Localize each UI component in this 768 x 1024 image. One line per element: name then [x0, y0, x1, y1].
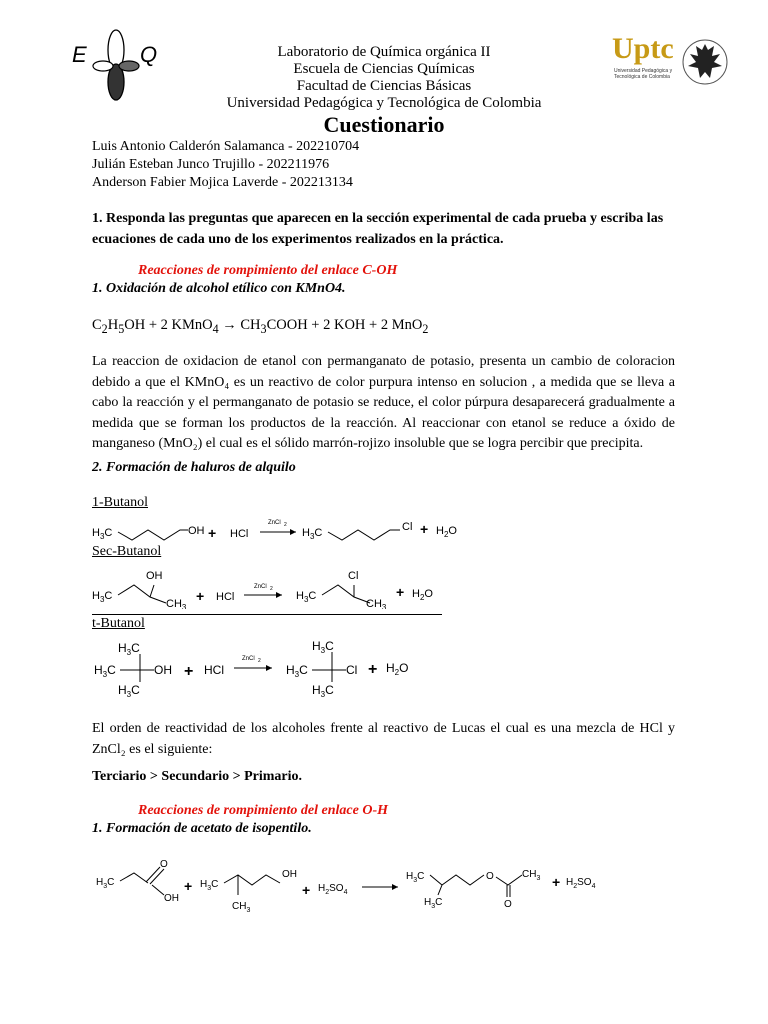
- svg-text:+: +: [302, 882, 311, 898]
- svg-text:CH3: $CH_3$: [232, 901, 251, 914]
- label-1-butanol: 1-Butanol: [92, 495, 148, 510]
- question-1: 1. Responda las preguntas que aparecen en la sección experimental de cada prueba y escriba las ecuaciones de cada uno de los experimentos realizados en la práctica.: [92, 211, 664, 247]
- svg-text:CH3: $CH_3$: [522, 869, 541, 882]
- reaction-sec-butanol: [90, 563, 450, 609]
- svg-text:H3C: $H_3C$: [406, 871, 425, 884]
- svg-text:H3C: $H_3C$: [302, 527, 323, 541]
- uptc-logo-text: Uptc: [612, 32, 674, 65]
- svg-text:H3C: $H_3C$: [94, 663, 116, 679]
- svg-text:O: O: [504, 899, 512, 910]
- uptc-logo-subtitle: Universidad Pedagógica y Tecnológica de Colombia: [614, 68, 673, 80]
- svg-text:+: +: [368, 661, 378, 678]
- svg-text:+: +: [196, 588, 205, 604]
- svg-text:H2SO4: $H_2SO_4$: [318, 883, 348, 896]
- svg-text:H3C: $H_3C$: [92, 527, 113, 541]
- svg-text:2: 2: [258, 658, 261, 664]
- author-list: [92, 138, 359, 192]
- reaction-t-butanol: [90, 636, 420, 698]
- oxidation-paragraph: La reaccion de oxidacion de etanol con permanganato de potasio, presenta un cambio de coloracion debido a que el KMnO₄ es un reactivo de color purpura intenso en solucion , a medida que se lleva a cabo la reacción y el permanganato de potasio se reduce, el color púrpura desaparecerá gradualmente a medida que se forman los productos de la reacción. Al reaccionar con etanol se reduce a óxido de manganeso (MnO₂) el cual es el sólido marrón-rojizo insoluble que se logra percibir que precipita.: [92, 354, 675, 451]
- oxidation-equation: $C_2H_5OH + 2$ KMnO$_4$ → $CH_3COOH + 2$ KOH + 2 MnO$_2$: [92, 317, 429, 336]
- subsection-alkyl-halides: 2. Formación de haluros de alquilo: [92, 460, 296, 475]
- svg-text:H3C: $H_3C$: [92, 590, 113, 604]
- svg-text:H2O: $H_2O$: [412, 588, 433, 602]
- section-title-o-h: Reacciones de rompimiento del enlace O-H: [138, 803, 389, 818]
- svg-text:Cl: Cl: [348, 570, 359, 582]
- svg-text:+: +: [396, 584, 405, 600]
- header-line-4: Universidad Pedagógica y Tecnológica de Colombia: [226, 95, 542, 111]
- svg-text:H3C: $H_3C$: [118, 683, 140, 698]
- page-title: Cuestionario: [323, 112, 445, 137]
- svg-text:H2SO4: $H_2SO_4$: [566, 877, 596, 890]
- author-3: Anderson Fabier Mojica Laverde - 202213134: [92, 175, 353, 190]
- author-1: Luis Antonio Calderón Salamanca - 202210704: [92, 139, 360, 154]
- svg-text:HCl: HCl: [216, 591, 235, 603]
- label-t-butanol: t-Butanol: [92, 616, 145, 631]
- header-line-3: Facultad de Ciencias Básicas: [296, 78, 472, 94]
- reaction-1-butanol: [90, 512, 470, 548]
- svg-text:H3C: $H_3C$: [312, 683, 334, 698]
- svg-text:OH: OH: [188, 525, 205, 537]
- svg-text:OH: OH: [146, 570, 163, 582]
- svg-text:2: 2: [284, 522, 287, 528]
- svg-text:O: O: [160, 859, 168, 870]
- svg-text:Cl: Cl: [402, 521, 413, 533]
- svg-text:ZnCl: ZnCl: [254, 584, 267, 590]
- subsection-isopentyl-acetate: 1. Formación de acetato de isopentilo.: [92, 821, 312, 836]
- svg-text:E: E: [72, 42, 87, 67]
- svg-text:+: +: [552, 874, 561, 890]
- section-title-c-oh: Reacciones de rompimiento del enlace C-OH: [138, 263, 398, 278]
- svg-text:H3C: $H_3C$: [312, 639, 334, 655]
- svg-text:+: +: [184, 663, 194, 680]
- svg-text:H3C: $H_3C$: [296, 590, 317, 604]
- svg-text:ZnCl: ZnCl: [268, 520, 281, 526]
- author-2: Julián Esteban Junco Trujillo - 202211976: [92, 157, 330, 172]
- svg-text:HCl: HCl: [204, 663, 224, 677]
- svg-text:ZnCl: ZnCl: [242, 656, 255, 662]
- svg-text:H2O: $H_2O$: [386, 661, 409, 677]
- header-line-2: Escuela de Ciencias Químicas: [293, 61, 475, 77]
- svg-text:OH: OH: [164, 893, 179, 904]
- svg-text:H3C: $H_3C$: [200, 879, 219, 892]
- svg-text:+: +: [184, 878, 193, 894]
- svg-text:+: +: [420, 521, 429, 537]
- svg-text:HCl: HCl: [230, 528, 249, 540]
- svg-text:2: 2: [270, 586, 273, 592]
- svg-text:H2O: $H_2O$: [436, 525, 457, 539]
- svg-text:H3C: $H_3C$: [118, 641, 140, 657]
- svg-text:Cl: Cl: [346, 663, 358, 677]
- svg-text:H3C: $H_3C$: [286, 663, 308, 679]
- divider: [92, 614, 442, 615]
- svg-text:Q: Q: [140, 42, 158, 67]
- svg-text:+: +: [208, 525, 217, 541]
- svg-text:H3C: $H_3C$: [96, 877, 115, 890]
- svg-text:CH3: $CH_3$: [366, 598, 387, 609]
- label-sec-butanol: Sec-Butanol: [92, 544, 162, 559]
- svg-text:OH: OH: [282, 869, 297, 880]
- svg-text:O: O: [486, 871, 494, 882]
- lucas-paragraph: El orden de reactividad de los alcoholes frente al reactivo de Lucas el cual es una mezcla de HCl y ZnCl₂ es el siguiente:: [92, 721, 675, 757]
- reactivity-order: Terciario > Secundario > Primario.: [92, 769, 302, 784]
- svg-text:OH: OH: [154, 663, 172, 677]
- reaction-esterification: [94, 855, 614, 915]
- subsection-oxidation: 1. Oxidación de alcohol etílico con KMnO4.: [92, 281, 346, 296]
- svg-text:CH3: $CH_3$: [166, 598, 187, 609]
- header-line-1: Laboratorio de Química orgánica II: [277, 44, 491, 60]
- svg-text:H3C: $H_3C$: [424, 897, 443, 910]
